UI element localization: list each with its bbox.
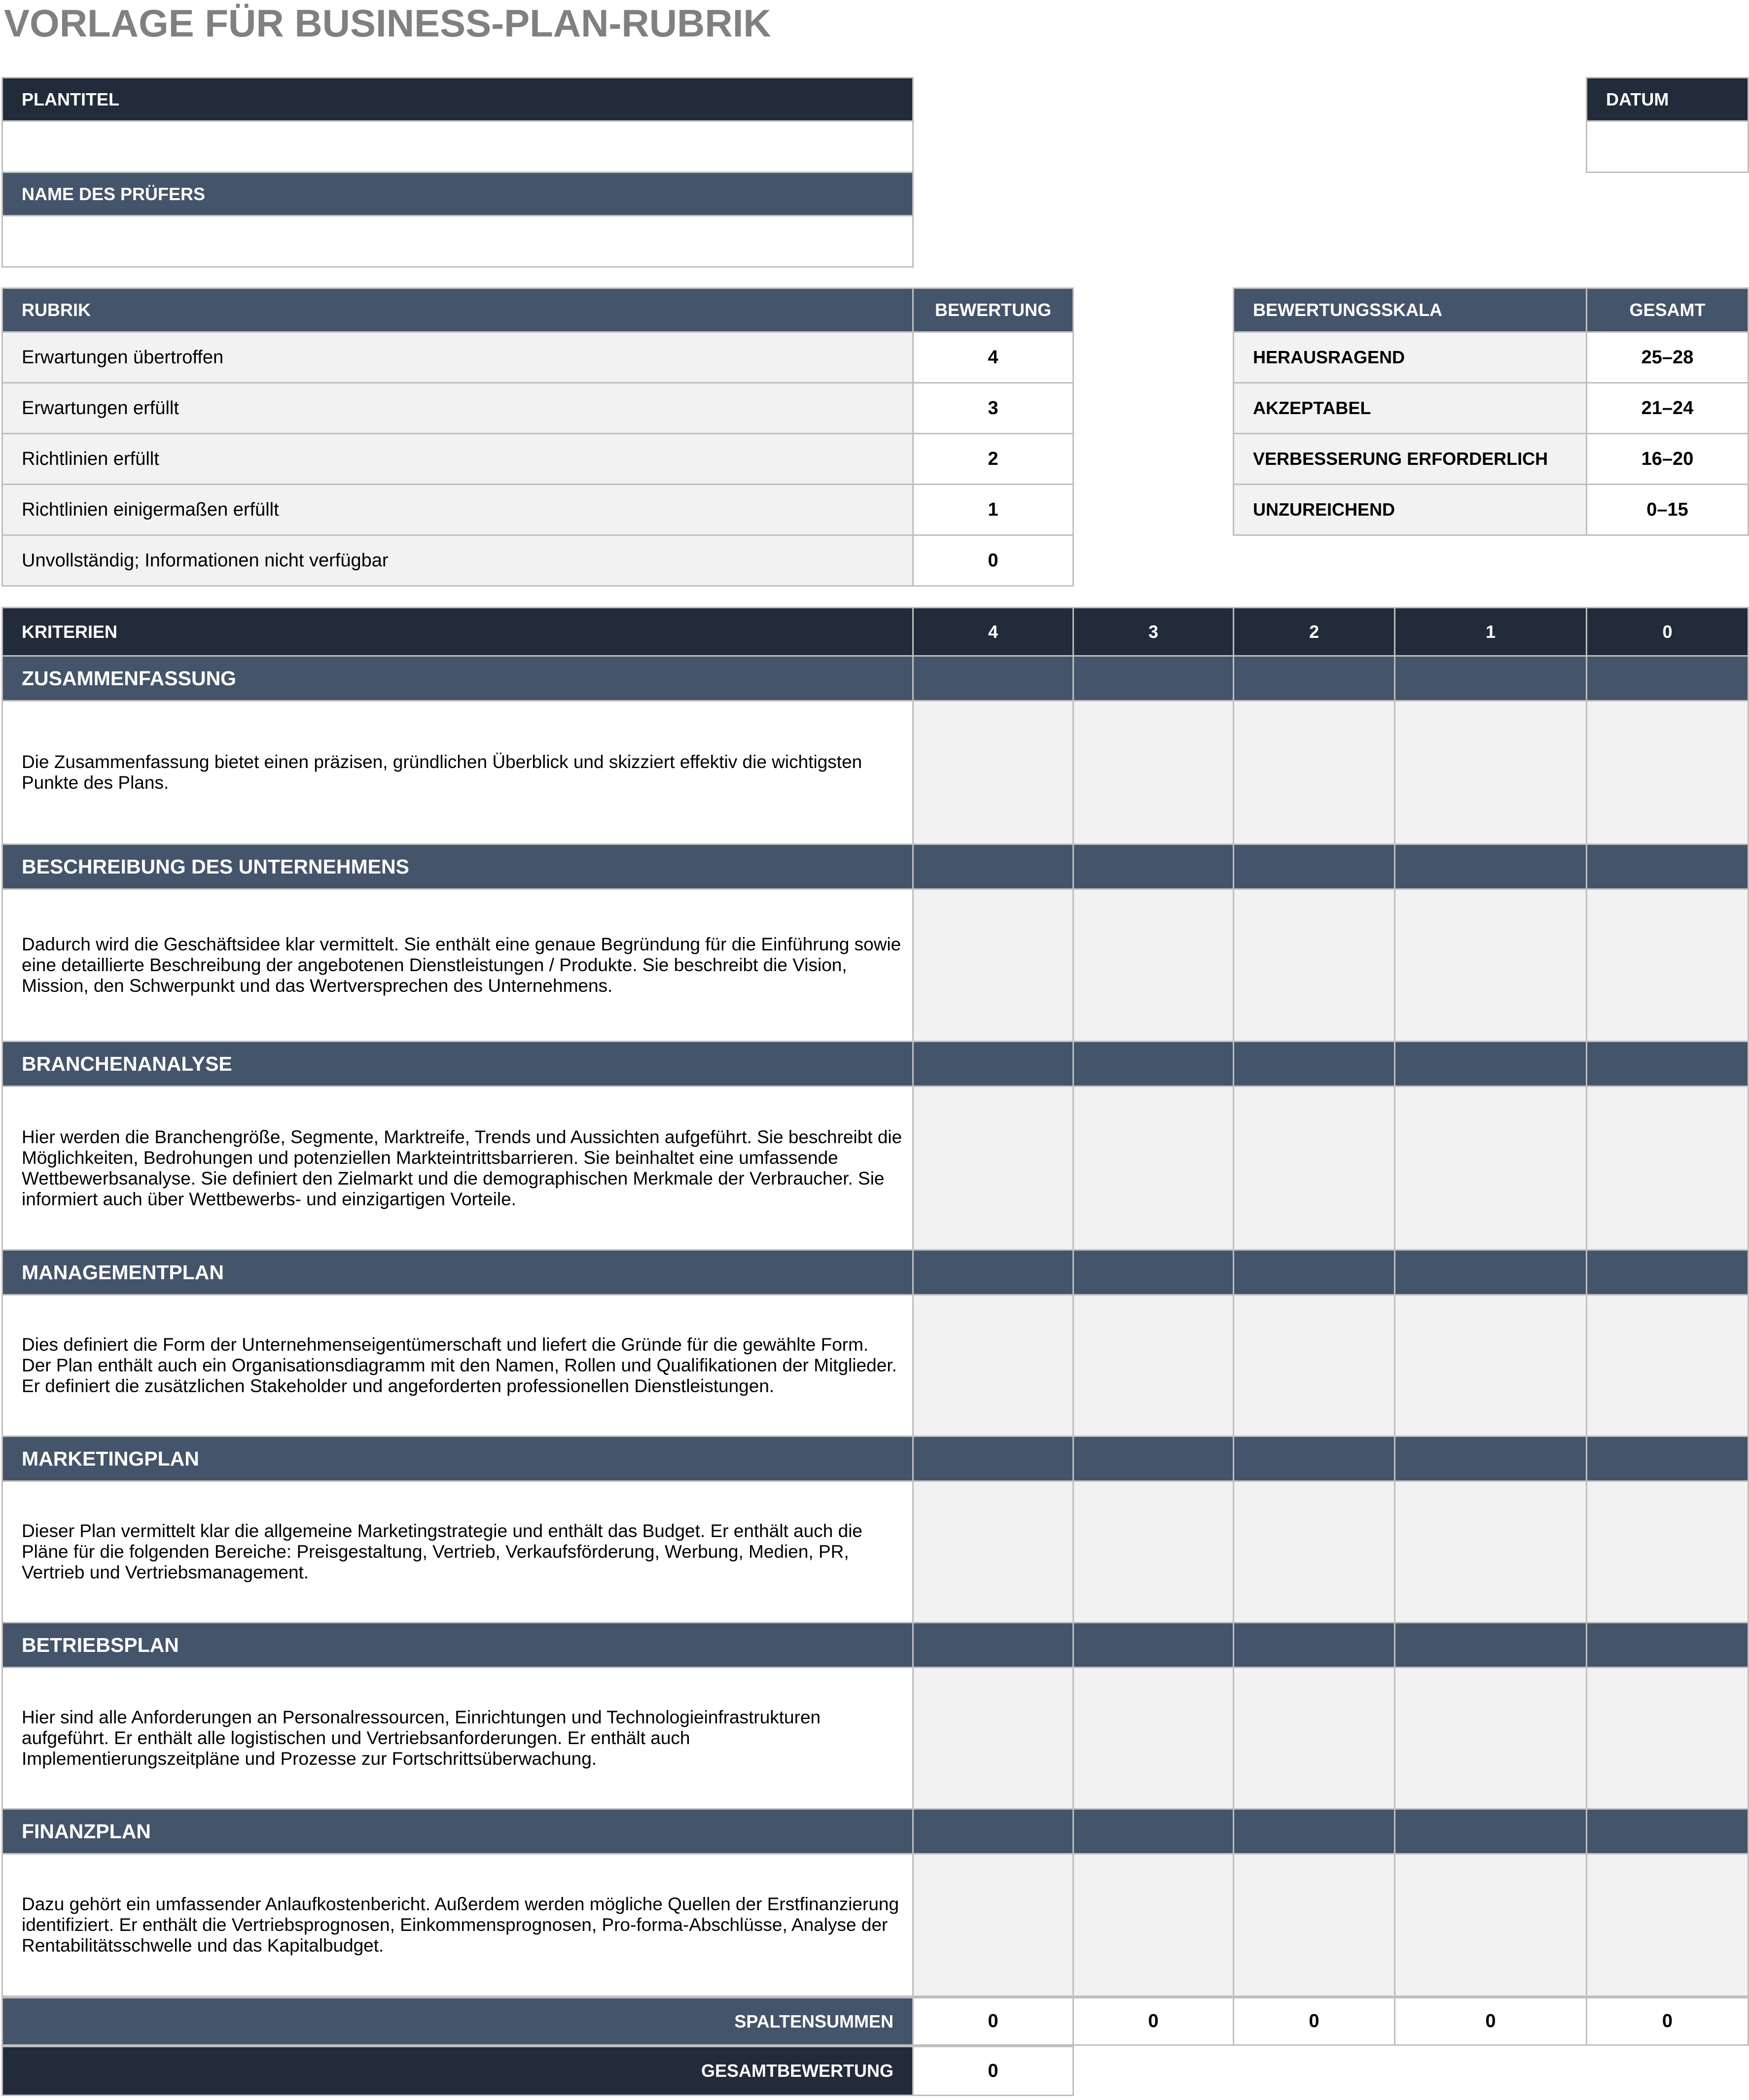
score-cell[interactable] (1072, 888, 1234, 1042)
score-cell[interactable] (1233, 1480, 1395, 1623)
score-cell[interactable] (1072, 700, 1234, 845)
rubric-row-label: Erwartungen übertroffen (1, 331, 914, 384)
plan-title-label: PLANTITEL (1, 77, 914, 122)
column-sum-value: 0 (1233, 1995, 1395, 2046)
score-cell[interactable] (1394, 1480, 1587, 1623)
section-header-cell (1586, 1622, 1749, 1668)
section-header-cell (1072, 1808, 1234, 1855)
column-sum-value: 0 (912, 1995, 1074, 2046)
score-cell[interactable] (1233, 700, 1395, 845)
score-column-header: 1 (1394, 607, 1587, 657)
rubric-row-score: 0 (912, 534, 1074, 587)
score-cell[interactable] (1233, 1085, 1395, 1251)
score-cell[interactable] (1394, 1853, 1587, 1997)
examiner-name-label: NAME DES PRÜFERS (1, 172, 914, 216)
scale-row-range: 21–24 (1586, 382, 1749, 434)
section-header-cell (1233, 655, 1395, 701)
section-header-cell (1233, 1808, 1395, 1855)
score-cell[interactable] (1586, 888, 1749, 1042)
rubric-row-score: 4 (912, 331, 1074, 384)
score-cell[interactable] (1233, 888, 1395, 1042)
rubric-score-header: BEWERTUNG (912, 287, 1074, 333)
score-cell[interactable] (912, 888, 1074, 1042)
score-cell[interactable] (1072, 1853, 1234, 1997)
plan-title-field[interactable] (1, 120, 914, 173)
column-sums-label: SPALTENSUMMEN (1, 1995, 914, 2046)
score-cell[interactable] (1586, 1480, 1749, 1623)
section-header-cell (1072, 843, 1234, 890)
score-cell[interactable] (1586, 700, 1749, 845)
score-cell[interactable] (1394, 1294, 1587, 1437)
score-cell[interactable] (1394, 700, 1587, 845)
page-title: VORLAGE FÜR BUSINESS-PLAN-RUBRIK (4, 1, 771, 45)
section-header-cell (1072, 655, 1234, 701)
score-cell[interactable] (912, 1085, 1074, 1251)
section-header-cell (1586, 1249, 1749, 1295)
section-header-cell (1586, 1435, 1749, 1482)
section-header-cell (1072, 1041, 1234, 1087)
score-column-header: 2 (1233, 607, 1395, 657)
rubric-row-score: 2 (912, 433, 1074, 485)
score-cell[interactable] (912, 1667, 1074, 1810)
scale-row-range: 16–20 (1586, 433, 1749, 485)
rubric-row-label: Richtlinien erfüllt (1, 433, 914, 485)
score-column-header: 0 (1586, 607, 1749, 657)
section-description: Hier sind alle Anforderungen an Personalressourcen, Einrichtungen und Technologieinfrastrukturen aufgeführt. Er enthält alle logistischen und Vertriebsanforderungen. Er enthält auch Implementierungszeitpläne und Prozesse zur Fortschrittsüberwachung. (1, 1667, 914, 1810)
section-header-cell (1233, 1249, 1395, 1295)
section-description: Hier werden die Branchengröße, Segmente, Marktreife, Trends und Aussichten aufgeführt. Sie beschreibt die Möglichkeiten, Bedrohungen und potenziellen Markteintrittsbarrieren. Sie beinhaltet eine umfassende Wettbewerbsanalyse. Sie definiert den Zielmarkt und die demographischen Merkmale der Verbraucher. Sie informiert auch über Wettbewerbs- und einzigartigen Vorteile. (1, 1085, 914, 1251)
section-header-cell (1394, 1808, 1587, 1855)
section-description: Dazu gehört ein umfassender Anlaufkostenbericht. Außerdem werden mögliche Quellen der Erstfinanzierung identifiziert. Er enthält die Vertriebsprognosen, Einkommensprognosen, Pro-forma-Abschlüsse, Analyse der Rentabilitätsschwelle und das Kapitalbudget. (1, 1853, 914, 1997)
date-field[interactable] (1586, 120, 1749, 173)
scale-row-label: HERAUSRAGEND (1233, 331, 1587, 384)
score-column-header: 4 (912, 607, 1074, 657)
scale-row-label: VERBESSERUNG ERFORDERLICH (1233, 433, 1587, 485)
scale-total-header: GESAMT (1586, 287, 1749, 333)
section-header-cell (1233, 1435, 1395, 1482)
score-cell[interactable] (1233, 1667, 1395, 1810)
score-cell[interactable] (912, 1294, 1074, 1437)
scale-row-range: 25–28 (1586, 331, 1749, 384)
section-header-cell (912, 1435, 1074, 1482)
score-cell[interactable] (1586, 1085, 1749, 1251)
column-sum-value: 0 (1394, 1995, 1587, 2046)
section-header-cell (1586, 843, 1749, 890)
scale-row-label: UNZUREICHEND (1233, 484, 1587, 536)
criteria-header: KRITERIEN (1, 607, 914, 657)
examiner-name-field[interactable] (1, 215, 914, 268)
section-header-cell (1394, 1249, 1587, 1295)
column-sum-value: 0 (1072, 1995, 1234, 2046)
section-description: Die Zusammenfassung bietet einen präzisen, gründlichen Überblick und skizziert effektiv die wichtigsten Punkte des Plans. (1, 700, 914, 845)
section-header-cell (1072, 1435, 1234, 1482)
section-header-cell (1394, 1622, 1587, 1668)
section-title-zusammenfassung: ZUSAMMENFASSUNG (1, 655, 914, 701)
section-description: Dadurch wird die Geschäftsidee klar vermittelt. Sie enthält eine genaue Begründung für die Einführung sowie eine detaillierte Beschreibung der angebotenen Dienstleistungen / Produkte. Sie beschreibt die Vision, Mission, den Schwerpunkt und das Wertversprechen des Unternehmens. (1, 888, 914, 1042)
section-header-cell (1394, 655, 1587, 701)
section-title-managementplan: MANAGEMENTPLAN (1, 1249, 914, 1295)
section-header-cell (1233, 1041, 1395, 1087)
section-header-cell (1072, 1622, 1234, 1668)
section-description: Dies definiert die Form der Unternehmenseigentümerschaft und liefert die Gründe für die gewählte Form. Der Plan enthält auch ein Organisationsdiagramm mit den Namen, Rollen und Qualifikationen der Mitglieder. Er definiert die zusätzlichen Stakeholder und angeforderten professionellen Dienstleistungen. (1, 1294, 914, 1437)
scale-header: BEWERTUNGSSKALA (1233, 287, 1587, 333)
score-cell[interactable] (1586, 1853, 1749, 1997)
scale-row-label: AKZEPTABEL (1233, 382, 1587, 434)
score-cell[interactable] (912, 1853, 1074, 1997)
score-cell[interactable] (1586, 1667, 1749, 1810)
score-cell[interactable] (1394, 1085, 1587, 1251)
rubric-row-score: 1 (912, 484, 1074, 536)
section-title-marketingplan: MARKETINGPLAN (1, 1435, 914, 1482)
section-header-cell (912, 1808, 1074, 1855)
score-cell[interactable] (912, 1480, 1074, 1623)
section-description: Dieser Plan vermittelt klar die allgemeine Marketingstrategie und enthält das Budget. Er enthält auch die Pläne für die folgenden Bereiche: Preisgestaltung, Vertrieb, Verkaufsförderung, Werbung, Medien, PR, Vertrieb und Vertriebsmanagement. (1, 1480, 914, 1623)
score-cell[interactable] (1586, 1294, 1749, 1437)
section-header-cell (1586, 1808, 1749, 1855)
section-title-branchenanalyse: BRANCHENANALYSE (1, 1041, 914, 1087)
score-column-header: 3 (1072, 607, 1234, 657)
scale-row-range: 0–15 (1586, 484, 1749, 536)
column-sum-value: 0 (1586, 1995, 1749, 2046)
section-header-cell (1586, 1041, 1749, 1087)
section-header-cell (1394, 843, 1587, 890)
rubric-row-label: Erwartungen erfüllt (1, 382, 914, 434)
score-cell[interactable] (1394, 1667, 1587, 1810)
score-cell[interactable] (1072, 1294, 1234, 1437)
overall-score-value: 0 (912, 2046, 1074, 2096)
section-header-cell (912, 1041, 1074, 1087)
score-cell[interactable] (912, 700, 1074, 845)
rubric-row-label: Richtlinien einigermaßen erfüllt (1, 484, 914, 536)
overall-score-label: GESAMTBEWERTUNG (1, 2046, 914, 2096)
section-header-cell (912, 1622, 1074, 1668)
section-header-cell (912, 655, 1074, 701)
section-header-cell (1072, 1249, 1234, 1295)
score-cell[interactable] (1072, 1480, 1234, 1623)
section-title-beschreibung: BESCHREIBUNG DES UNTERNEHMENS (1, 843, 914, 890)
section-header-cell (1394, 1041, 1587, 1087)
rubric-row-score: 3 (912, 382, 1074, 434)
section-header-cell (1586, 655, 1749, 701)
section-header-cell (1233, 843, 1395, 890)
date-label: DATUM (1586, 77, 1749, 122)
rubric-row-label: Unvollständig; Informationen nicht verfügbar (1, 534, 914, 587)
section-header-cell (1394, 1435, 1587, 1482)
score-cell[interactable] (1394, 888, 1587, 1042)
rubric-header: RUBRIK (1, 287, 914, 333)
score-cell[interactable] (1072, 1667, 1234, 1810)
score-cell[interactable] (1233, 1294, 1395, 1437)
section-title-finanzplan: FINANZPLAN (1, 1808, 914, 1855)
section-header-cell (912, 1249, 1074, 1295)
section-header-cell (912, 843, 1074, 890)
section-header-cell (1233, 1622, 1395, 1668)
score-cell[interactable] (1072, 1085, 1234, 1251)
section-title-betriebsplan: BETRIEBSPLAN (1, 1622, 914, 1668)
score-cell[interactable] (1233, 1853, 1395, 1997)
